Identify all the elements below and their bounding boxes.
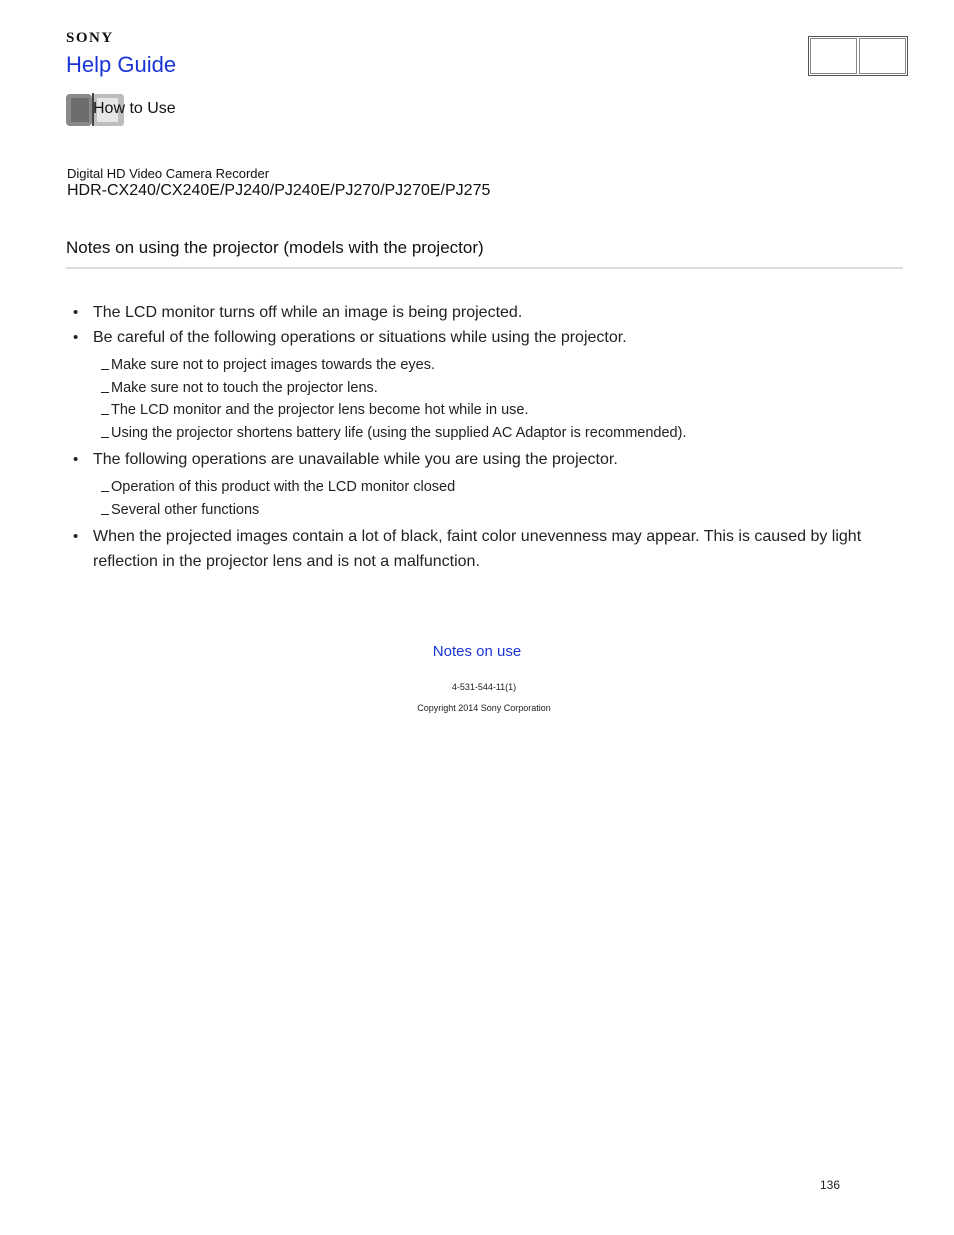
sub-list xyxy=(66,354,906,444)
sub-list-item: Operation of this product with the LCD monitor closed xyxy=(100,476,906,499)
previous-page-button[interactable] xyxy=(810,38,857,74)
list-item: • The following operations are unavailable while you are using the projector. xyxy=(66,447,906,472)
sub-list-item: Make sure not to project images towards the eyes. xyxy=(100,354,906,377)
sony-logo: SONY xyxy=(66,30,114,46)
help-guide-title[interactable]: Help Guide xyxy=(66,52,177,77)
product-type: Digital HD Video Camera Recorder xyxy=(67,166,270,181)
notes-list xyxy=(66,300,906,574)
sub-list-item: The LCD monitor and the projector lens become hot while in use. xyxy=(100,399,906,422)
sub-list-item: Using the projector shortens battery life (using the supplied AC Adaptor is recommended). xyxy=(100,422,906,445)
section-label: How to Use xyxy=(93,100,176,117)
copyright: Copyright 2014 Sony Corporation xyxy=(417,703,551,713)
list-item: • When the projected images contain a lot of black, faint color unevenness may appear. This is caused by light reflection in the projector lens and is not a malfunction. xyxy=(66,524,906,574)
sub-list-item: Several other functions xyxy=(100,499,906,522)
list-item: • Be careful of the following operations or situations while using the projector. xyxy=(66,325,906,350)
next-page-button[interactable] xyxy=(859,38,906,74)
model-numbers: HDR-CX240/CX240E/PJ240/PJ240E/PJ270/PJ270E/PJ275 xyxy=(67,182,491,199)
page-nav xyxy=(808,36,908,76)
page-number: 136 xyxy=(820,1178,841,1192)
sub-list xyxy=(66,476,906,521)
document-number: 4-531-544-11(1) xyxy=(451,682,517,692)
title-divider xyxy=(66,267,903,269)
sub-list-item: Make sure not to touch the projector lens. xyxy=(100,377,906,400)
list-item: • The LCD monitor turns off while an image is being projected. xyxy=(66,300,906,325)
related-link-notes-on-use[interactable]: Notes on use xyxy=(432,643,522,660)
page-title: Notes on using the projector (models with the projector) xyxy=(66,238,484,257)
